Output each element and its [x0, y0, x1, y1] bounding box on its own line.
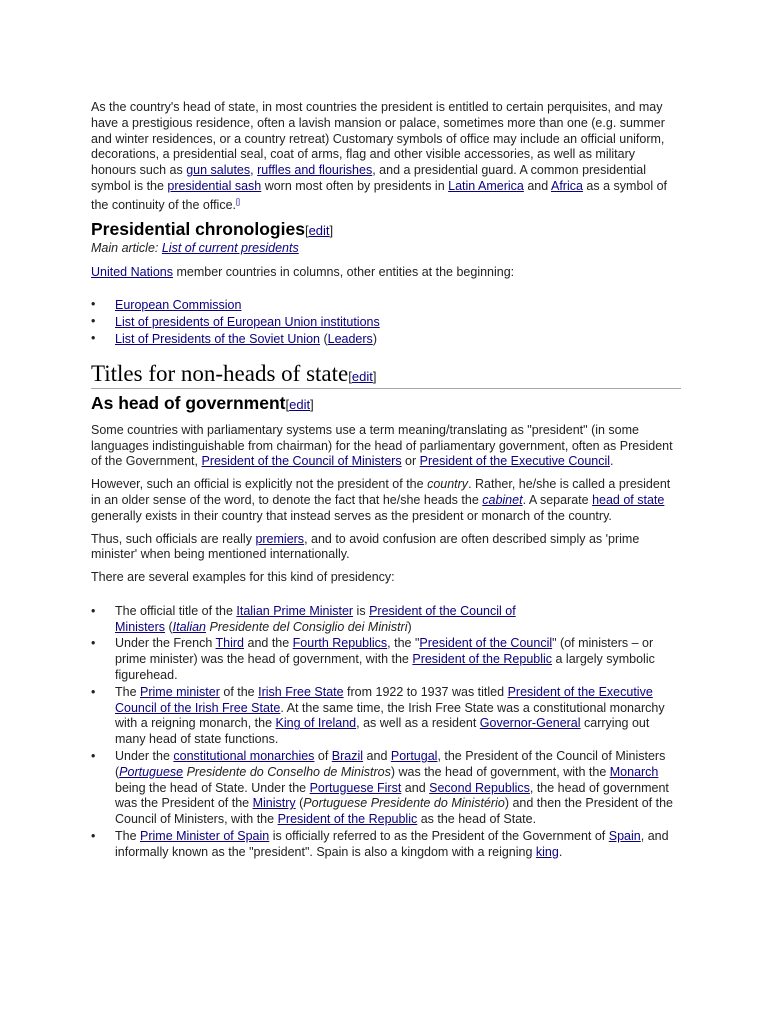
- edit-link[interactable]: edit: [308, 222, 330, 238]
- heading-title: Titles for non-heads of state: [91, 360, 349, 386]
- link-latin-america[interactable]: Latin America: [448, 178, 524, 193]
- government-paragraph-4: There are several examples for this kind of presidency:: [91, 570, 395, 585]
- section-heading-titles: [91, 361, 681, 389]
- link-monarch[interactable]: Monarch: [609, 764, 659, 779]
- link-spain[interactable]: Spain: [608, 829, 641, 844]
- link-africa[interactable]: Africa: [551, 178, 583, 193]
- link-irish-free-state[interactable]: Irish Free State: [258, 684, 344, 699]
- citation-ref[interactable]: []: [236, 198, 240, 206]
- link-portuguese[interactable]: Portuguese: [119, 764, 184, 779]
- link-brazil[interactable]: Brazil: [331, 749, 364, 764]
- link-prime-minister-of-spain[interactable]: Prime Minister of Spain: [140, 829, 270, 844]
- link-fourth-republics[interactable]: Fourth Republics: [292, 636, 388, 651]
- link-president-executive-council[interactable]: President of the Executive Council: [419, 454, 611, 469]
- link-governor-general[interactable]: Governor-General: [479, 716, 581, 731]
- heading-title: Presidential chronologies: [91, 218, 305, 239]
- list-item: • Under the French Third and the Fourth Republics, the "President of the Council" (of ministers – or prime minister) was the head of government, with the President of the Republic a largely symbolic figurehead.: [91, 636, 681, 683]
- list-item: [91, 297, 681, 314]
- link-king[interactable]: king: [535, 844, 559, 859]
- link-portugal[interactable]: Portugal: [390, 749, 438, 764]
- link-president-council-ministers[interactable]: President of the Council of Ministers: [201, 454, 402, 469]
- list-item: • The official title of the Italian Prime Minister is President of the Council of Ministers (Italian Presidente del Consiglio dei Ministri): [91, 604, 681, 636]
- government-paragraph-3: Thus, such officials are really premiers, and to avoid confusion are often described simply as 'prime minister' when being mentioned internationally.: [91, 531, 640, 562]
- edit-section: [edit]: [285, 396, 314, 412]
- link-cabinet[interactable]: cabinet: [482, 492, 523, 507]
- link-president-executive-council-irish[interactable]: President of the Executive Council of the Irish Free State: [115, 684, 653, 715]
- link-list-of-current-presidents[interactable]: List of current presidents: [161, 240, 299, 255]
- link-united-nations[interactable]: United Nations: [91, 264, 173, 279]
- section-heading-chronologies: [91, 219, 681, 240]
- list-item: • The Prime Minister of Spain is officially referred to as the President of the Government of Spain, and informally known as the "president". Spain is also a kingdom with a reigning king.: [91, 829, 681, 861]
- link-ministry[interactable]: Ministry: [252, 796, 296, 811]
- section-heading-government: [91, 393, 681, 414]
- intro-paragraph: As the country's head of state, in most countries the president is entitled to certain perquisites, and may have a prestigious residence, often a lavish mansion or palace, sometimes more than one (e.g. summer and winter residences, or a country retreat) Customary symbols of office may include an official uniform, decorations, a presidential seal, coat of arms, flag and other visible accessories, as well as military honours such as gun salutes, ruffles and flourishes, and a presidential guard. A common presidential symbol is the presidential sash worn most often by presidents in Latin America and Africa as a symbol of the continuity of the office.[]: [91, 100, 668, 212]
- government-paragraph-2: However, such an official is explicitly not the president of the country. Rather, he/she is called a president in an older sense of the word, to denote the fact that he/she heads the cabinet. A separate head of state generally exists in their country that instead serves as the president or monarch of the country.: [91, 477, 671, 523]
- link-premiers[interactable]: premiers: [255, 531, 305, 546]
- link-european-commission[interactable]: European Commission: [115, 298, 242, 313]
- list-item: • The Prime minister of the Irish Free State from 1922 to 1937 was titled President of the Executive Council of the Irish Free State. At the same time, the Irish Free State was a constitutional monarchy with a reigning monarch, the King of Ireland, as well as a resident Governor-General carrying out many head of state functions.: [91, 685, 681, 748]
- list-item: • List of Presidents of the Soviet Union (Leaders): [91, 331, 681, 348]
- list-item: • Under the constitutional monarchies of Brazil and Portugal, the President of the Council of Ministers (Portuguese Presidente do Conselho de Ministros) was the head of government, with the Monarch being the head of State. Under the Portuguese First and Second Republics, the head of government was the President of the Ministry (Portuguese Presidente do Ministério) and then the President of the Council of Ministers, with the President of the Republic as the head of State.: [91, 749, 681, 828]
- link-president-of-the-republic-portugal[interactable]: President of the Republic: [277, 812, 418, 827]
- link-gun-salutes[interactable]: gun salutes: [186, 163, 251, 178]
- link-prime-minister[interactable]: Prime minister: [140, 684, 220, 699]
- link-third-republic[interactable]: Third: [215, 636, 245, 651]
- link-head-of-state[interactable]: head of state: [592, 492, 665, 507]
- link-presidential-sash[interactable]: presidential sash: [167, 178, 262, 193]
- link-ruffles-and-flourishes[interactable]: ruffles and flourishes: [257, 163, 373, 178]
- main-article-hatnote: Main article: List of current presidents: [91, 240, 299, 255]
- edit-link[interactable]: edit: [351, 368, 373, 384]
- heading-title: As head of government: [91, 392, 286, 413]
- link-president-council-ministers-italy[interactable]: President of the Council of Ministers: [115, 603, 516, 634]
- link-king-of-ireland[interactable]: King of Ireland: [275, 716, 357, 731]
- list-item: [91, 314, 681, 331]
- link-constitutional-monarchies[interactable]: constitutional monarchies: [173, 749, 315, 764]
- edit-section: [edit]: [348, 368, 377, 384]
- edit-link[interactable]: edit: [289, 396, 311, 412]
- link-president-of-the-republic-france[interactable]: President of the Republic: [412, 652, 553, 667]
- government-paragraph-1: Some countries with parliamentary systems use a term meaning/translating as "president" (in some languages indistinguishable from chairman) for the head of parliamentary government, often as President of the Government, President of the Council of Ministers or President of the Executive Council.: [91, 422, 673, 469]
- edit-section: [edit]: [304, 222, 334, 238]
- link-leaders[interactable]: Leaders: [327, 331, 373, 346]
- link-italian-prime-minister[interactable]: Italian Prime Minister: [236, 603, 354, 618]
- link-italian[interactable]: Italian: [172, 619, 207, 634]
- link-president-of-the-council[interactable]: President of the Council: [419, 636, 553, 651]
- link-second-republics[interactable]: Second Republics: [429, 780, 530, 795]
- link-presidents-soviet-union[interactable]: List of Presidents of the Soviet Union: [115, 331, 320, 346]
- government-examples-list: [91, 604, 681, 861]
- chronologies-list: [91, 297, 681, 347]
- link-portuguese-first[interactable]: Portuguese First: [309, 780, 402, 795]
- link-presidents-eu-institutions[interactable]: List of presidents of European Union institutions: [115, 315, 380, 330]
- article-body: [91, 100, 681, 861]
- un-paragraph: United Nations member countries in columns, other entities at the beginning:: [91, 264, 515, 279]
